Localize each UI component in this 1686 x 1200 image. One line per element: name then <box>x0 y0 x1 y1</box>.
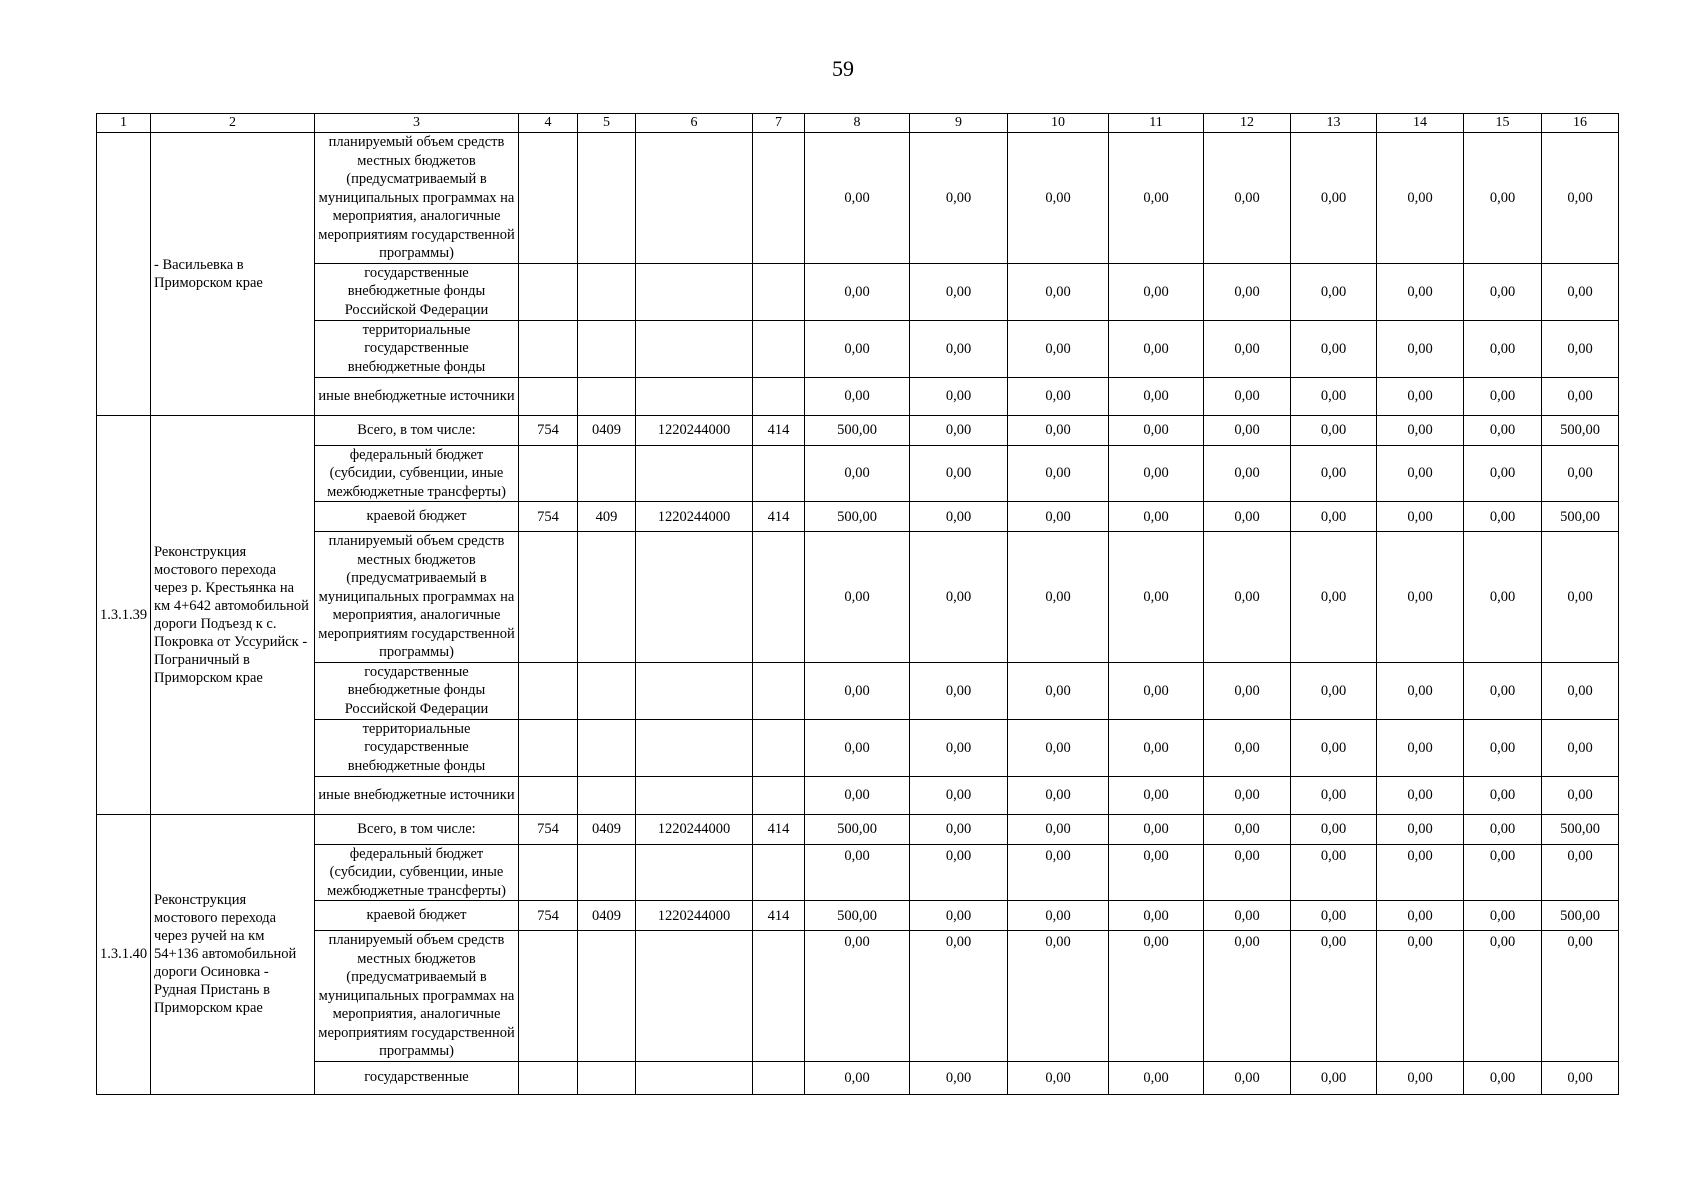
amount-cell: 0,00 <box>805 931 910 1062</box>
amount-cell: 0,00 <box>910 263 1008 320</box>
amount-cell: 0,00 <box>1204 901 1291 931</box>
amount-cell: 500,00 <box>1542 901 1619 931</box>
amount-cell: 0,00 <box>1377 532 1464 663</box>
budget-code-cell <box>578 719 636 776</box>
amount-cell: 0,00 <box>1008 719 1109 776</box>
table-row <box>97 776 1619 814</box>
amount-cell: 0,00 <box>1377 377 1464 415</box>
budget-code-cell <box>519 776 578 814</box>
table-row <box>97 415 1619 445</box>
amount-cell: 0,00 <box>910 502 1008 532</box>
budget-code-cell <box>519 377 578 415</box>
amount-cell: 0,00 <box>1291 844 1377 901</box>
amount-cell: 0,00 <box>1291 532 1377 663</box>
amount-cell: 0,00 <box>1291 931 1377 1062</box>
amount-cell: 0,00 <box>1291 1061 1377 1094</box>
budget-code-cell: 0409 <box>578 814 636 844</box>
budget-code-cell <box>753 445 805 502</box>
amount-cell: 0,00 <box>1008 320 1109 377</box>
budget-code-cell: 0409 <box>578 901 636 931</box>
amount-cell: 0,00 <box>805 377 910 415</box>
amount-cell: 0,00 <box>1377 719 1464 776</box>
budget-code-cell <box>578 532 636 663</box>
amount-cell: 0,00 <box>1464 719 1542 776</box>
amount-cell: 0,00 <box>1008 662 1109 719</box>
amount-cell: 0,00 <box>1464 814 1542 844</box>
budget-code-cell <box>636 445 753 502</box>
table-row <box>97 320 1619 377</box>
budget-code-cell <box>578 263 636 320</box>
amount-cell: 0,00 <box>1204 263 1291 320</box>
funding-source: иные внебюджетные источники <box>315 776 519 814</box>
amount-cell: 0,00 <box>910 901 1008 931</box>
amount-cell: 0,00 <box>1008 415 1109 445</box>
amount-cell: 0,00 <box>1377 901 1464 931</box>
amount-cell: 0,00 <box>1464 844 1542 901</box>
amount-cell: 0,00 <box>910 719 1008 776</box>
budget-code-cell: 1220244000 <box>636 901 753 931</box>
budget-code-cell <box>753 532 805 663</box>
amount-cell: 0,00 <box>805 320 910 377</box>
amount-cell: 0,00 <box>1109 931 1204 1062</box>
table-row <box>97 532 1619 663</box>
budget-code-cell: 414 <box>753 415 805 445</box>
funding-source: государственные внебюджетные фонды Российской Федерации <box>315 263 519 320</box>
amount-cell: 0,00 <box>1291 814 1377 844</box>
amount-cell: 0,00 <box>1464 662 1542 719</box>
amount-cell: 0,00 <box>1291 502 1377 532</box>
column-number-header: 16 <box>1542 114 1619 133</box>
budget-code-cell <box>636 532 753 663</box>
amount-cell: 0,00 <box>1377 445 1464 502</box>
funding-source: Всего, в том числе: <box>315 814 519 844</box>
budget-code-cell <box>753 377 805 415</box>
amount-cell: 0,00 <box>1377 133 1464 264</box>
amount-cell: 0,00 <box>1377 814 1464 844</box>
amount-cell: 0,00 <box>1377 502 1464 532</box>
amount-cell: 0,00 <box>1109 415 1204 445</box>
amount-cell: 0,00 <box>1008 844 1109 901</box>
amount-cell: 0,00 <box>805 844 910 901</box>
item-number <box>97 133 151 416</box>
table-row <box>97 502 1619 532</box>
amount-cell: 0,00 <box>1542 445 1619 502</box>
amount-cell: 0,00 <box>1204 719 1291 776</box>
budget-code-cell <box>753 719 805 776</box>
budget-code-cell <box>753 263 805 320</box>
budget-code-cell <box>636 320 753 377</box>
amount-cell: 0,00 <box>1109 844 1204 901</box>
amount-cell: 0,00 <box>805 662 910 719</box>
amount-cell: 0,00 <box>1291 415 1377 445</box>
budget-code-cell <box>636 719 753 776</box>
amount-cell: 0,00 <box>1008 901 1109 931</box>
amount-cell: 0,00 <box>910 133 1008 264</box>
column-number-header: 7 <box>753 114 805 133</box>
budget-code-cell: 409 <box>578 502 636 532</box>
amount-cell: 0,00 <box>1008 1061 1109 1094</box>
amount-cell: 0,00 <box>1291 662 1377 719</box>
amount-cell: 500,00 <box>1542 814 1619 844</box>
amount-cell: 0,00 <box>1008 776 1109 814</box>
amount-cell: 500,00 <box>1542 415 1619 445</box>
table-row <box>97 445 1619 502</box>
amount-cell: 0,00 <box>1109 502 1204 532</box>
table-row <box>97 377 1619 415</box>
amount-cell: 0,00 <box>1204 502 1291 532</box>
funding-source: планируемый объем средств местных бюджетов (предусматриваемый в муниципальных программах на мероприятия, аналогичные мероприятиям государственной программы) <box>315 931 519 1062</box>
budget-code-cell <box>519 662 578 719</box>
column-number-header: 6 <box>636 114 753 133</box>
amount-cell: 0,00 <box>1109 901 1204 931</box>
amount-cell: 0,00 <box>1377 844 1464 901</box>
amount-cell: 0,00 <box>1377 263 1464 320</box>
funding-source: федеральный бюджет (субсидии, субвенции, иные межбюджетные трансферты) <box>315 445 519 502</box>
amount-cell: 500,00 <box>805 814 910 844</box>
item-name: Реконструкция мостового перехода через ручей на км 54+136 автомобильной дороги Осиновка - Рудная Пристань в Приморском крае <box>151 814 315 1094</box>
funding-source: территориальные государственные внебюджетные фонды <box>315 320 519 377</box>
budget-code-cell <box>578 844 636 901</box>
amount-cell: 0,00 <box>910 377 1008 415</box>
funding-source: государственные внебюджетные фонды Российской Федерации <box>315 662 519 719</box>
amount-cell: 0,00 <box>1377 776 1464 814</box>
amount-cell: 0,00 <box>910 814 1008 844</box>
amount-cell: 0,00 <box>1109 776 1204 814</box>
budget-code-cell <box>636 931 753 1062</box>
amount-cell: 0,00 <box>1204 377 1291 415</box>
amount-cell: 0,00 <box>1464 415 1542 445</box>
budget-code-cell <box>578 931 636 1062</box>
amount-cell: 0,00 <box>1008 133 1109 264</box>
budget-code-cell: 1220244000 <box>636 415 753 445</box>
amount-cell: 0,00 <box>1204 931 1291 1062</box>
amount-cell: 0,00 <box>1377 662 1464 719</box>
amount-cell: 0,00 <box>1008 502 1109 532</box>
amount-cell: 0,00 <box>1204 776 1291 814</box>
budget-code-cell <box>636 263 753 320</box>
funding-source: краевой бюджет <box>315 901 519 931</box>
table-row <box>97 931 1619 1062</box>
page-number: 59 <box>832 56 854 81</box>
amount-cell: 0,00 <box>910 662 1008 719</box>
amount-cell: 0,00 <box>1542 776 1619 814</box>
amount-cell: 0,00 <box>1464 502 1542 532</box>
item-number: 1.3.1.39 <box>97 415 151 814</box>
budget-code-cell: 1220244000 <box>636 814 753 844</box>
amount-cell: 0,00 <box>1464 1061 1542 1094</box>
funding-source: краевой бюджет <box>315 502 519 532</box>
amount-cell: 0,00 <box>1542 532 1619 663</box>
table-row <box>97 814 1619 844</box>
item-number: 1.3.1.40 <box>97 814 151 1094</box>
amount-cell: 0,00 <box>1008 445 1109 502</box>
budget-code-cell: 754 <box>519 901 578 931</box>
amount-cell: 0,00 <box>805 719 910 776</box>
budget-code-cell <box>753 320 805 377</box>
column-number-header: 12 <box>1204 114 1291 133</box>
amount-cell: 0,00 <box>1464 263 1542 320</box>
amount-cell: 0,00 <box>910 320 1008 377</box>
amount-cell: 0,00 <box>1542 844 1619 901</box>
column-number-header: 5 <box>578 114 636 133</box>
budget-code-cell <box>578 776 636 814</box>
amount-cell: 0,00 <box>1464 776 1542 814</box>
funding-source: территориальные государственные внебюджетные фонды <box>315 719 519 776</box>
budget-code-cell <box>753 776 805 814</box>
amount-cell: 0,00 <box>1291 901 1377 931</box>
budget-code-cell <box>519 931 578 1062</box>
budget-code-cell <box>636 662 753 719</box>
budget-code-cell <box>578 377 636 415</box>
amount-cell: 0,00 <box>1542 719 1619 776</box>
budget-code-cell <box>519 844 578 901</box>
budget-code-cell <box>578 133 636 264</box>
amount-cell: 0,00 <box>1464 133 1542 264</box>
budget-code-cell: 1220244000 <box>636 502 753 532</box>
budget-code-cell <box>519 1061 578 1094</box>
budget-code-cell <box>753 133 805 264</box>
amount-cell: 0,00 <box>910 415 1008 445</box>
amount-cell: 0,00 <box>805 776 910 814</box>
amount-cell: 0,00 <box>1464 532 1542 663</box>
budget-code-cell <box>519 719 578 776</box>
budget-code-cell: 754 <box>519 415 578 445</box>
amount-cell: 0,00 <box>1204 1061 1291 1094</box>
amount-cell: 0,00 <box>910 931 1008 1062</box>
amount-cell: 0,00 <box>1464 931 1542 1062</box>
amount-cell: 0,00 <box>1109 377 1204 415</box>
budget-code-cell <box>578 662 636 719</box>
table-row <box>97 1061 1619 1094</box>
budget-code-cell <box>578 445 636 502</box>
budget-code-cell <box>519 445 578 502</box>
column-number-header: 11 <box>1109 114 1204 133</box>
column-number-header: 13 <box>1291 114 1377 133</box>
table-row <box>97 719 1619 776</box>
funding-source: планируемый объем средств местных бюджетов (предусматриваемый в муниципальных программах на мероприятия, аналогичные мероприятиям государственной программы) <box>315 133 519 264</box>
amount-cell: 0,00 <box>1109 532 1204 663</box>
amount-cell: 0,00 <box>1464 445 1542 502</box>
amount-cell: 0,00 <box>1377 415 1464 445</box>
column-number-header: 15 <box>1464 114 1542 133</box>
budget-code-cell <box>519 532 578 663</box>
amount-cell: 0,00 <box>1109 320 1204 377</box>
amount-cell: 0,00 <box>1291 263 1377 320</box>
budget-code-cell <box>753 662 805 719</box>
amount-cell: 0,00 <box>1008 377 1109 415</box>
amount-cell: 500,00 <box>805 502 910 532</box>
amount-cell: 0,00 <box>1542 931 1619 1062</box>
column-number-header: 8 <box>805 114 910 133</box>
amount-cell: 0,00 <box>1291 133 1377 264</box>
budget-code-cell <box>578 1061 636 1094</box>
amount-cell: 0,00 <box>1204 844 1291 901</box>
column-number-header: 14 <box>1377 114 1464 133</box>
amount-cell: 0,00 <box>1204 133 1291 264</box>
amount-cell: 0,00 <box>1542 377 1619 415</box>
amount-cell: 0,00 <box>805 532 910 663</box>
amount-cell: 0,00 <box>805 1061 910 1094</box>
amount-cell: 0,00 <box>1204 532 1291 663</box>
table-row <box>97 263 1619 320</box>
budget-code-cell: 754 <box>519 814 578 844</box>
column-number-header-row <box>97 114 1619 133</box>
amount-cell: 0,00 <box>1542 263 1619 320</box>
amount-cell: 0,00 <box>805 263 910 320</box>
amount-cell: 0,00 <box>1377 320 1464 377</box>
amount-cell: 0,00 <box>1008 931 1109 1062</box>
item-name: - Васильевка в Приморском крае <box>151 133 315 416</box>
budget-table <box>96 113 1619 1095</box>
item-name: Реконструкция мостового перехода через р. Крестьянка на км 4+642 автомобильной дороги Подъезд к с. Покровка от Уссурийск - Пограничный в Приморском крае <box>151 415 315 814</box>
amount-cell: 500,00 <box>805 901 910 931</box>
budget-code-cell: 414 <box>753 814 805 844</box>
budget-code-cell <box>636 377 753 415</box>
amount-cell: 0,00 <box>1291 445 1377 502</box>
amount-cell: 0,00 <box>1291 719 1377 776</box>
funding-source: иные внебюджетные источники <box>315 377 519 415</box>
budget-code-cell <box>519 320 578 377</box>
amount-cell: 0,00 <box>1109 445 1204 502</box>
amount-cell: 0,00 <box>910 844 1008 901</box>
budget-code-cell <box>753 844 805 901</box>
table-row <box>97 901 1619 931</box>
budget-code-cell <box>519 133 578 264</box>
budget-code-cell <box>636 776 753 814</box>
amount-cell: 0,00 <box>1109 263 1204 320</box>
column-number-header: 3 <box>315 114 519 133</box>
amount-cell: 0,00 <box>1464 320 1542 377</box>
amount-cell: 0,00 <box>1008 263 1109 320</box>
amount-cell: 0,00 <box>1204 415 1291 445</box>
column-number-header: 1 <box>97 114 151 133</box>
table-row <box>97 662 1619 719</box>
budget-code-cell <box>753 931 805 1062</box>
amount-cell: 0,00 <box>1204 445 1291 502</box>
budget-code-cell: 414 <box>753 502 805 532</box>
budget-code-cell: 414 <box>753 901 805 931</box>
amount-cell: 0,00 <box>910 445 1008 502</box>
funding-source: федеральный бюджет (субсидии, субвенции, иные межбюджетные трансферты) <box>315 844 519 901</box>
amount-cell: 0,00 <box>1377 1061 1464 1094</box>
funding-source: государственные <box>315 1061 519 1094</box>
table-row <box>97 844 1619 901</box>
amount-cell: 0,00 <box>805 445 910 502</box>
budget-code-cell: 754 <box>519 502 578 532</box>
amount-cell: 0,00 <box>1204 814 1291 844</box>
amount-cell: 0,00 <box>1109 133 1204 264</box>
amount-cell: 0,00 <box>1109 719 1204 776</box>
amount-cell: 0,00 <box>910 532 1008 663</box>
column-number-header: 9 <box>910 114 1008 133</box>
amount-cell: 0,00 <box>1109 662 1204 719</box>
amount-cell: 0,00 <box>910 776 1008 814</box>
amount-cell: 0,00 <box>1008 814 1109 844</box>
amount-cell: 0,00 <box>805 133 910 264</box>
amount-cell: 0,00 <box>1291 776 1377 814</box>
budget-code-cell <box>636 1061 753 1094</box>
budget-code-cell <box>636 133 753 264</box>
column-number-header: 2 <box>151 114 315 133</box>
amount-cell: 0,00 <box>1464 377 1542 415</box>
amount-cell: 0,00 <box>1542 662 1619 719</box>
budget-table-body <box>97 114 1619 1095</box>
amount-cell: 0,00 <box>1542 320 1619 377</box>
budget-code-cell <box>753 1061 805 1094</box>
amount-cell: 500,00 <box>1542 502 1619 532</box>
amount-cell: 500,00 <box>805 415 910 445</box>
amount-cell: 0,00 <box>1109 1061 1204 1094</box>
budget-code-cell: 0409 <box>578 415 636 445</box>
table-row <box>97 133 1619 264</box>
amount-cell: 0,00 <box>1204 662 1291 719</box>
amount-cell: 0,00 <box>910 1061 1008 1094</box>
amount-cell: 0,00 <box>1109 814 1204 844</box>
amount-cell: 0,00 <box>1008 532 1109 663</box>
amount-cell: 0,00 <box>1204 320 1291 377</box>
amount-cell: 0,00 <box>1464 901 1542 931</box>
funding-source: планируемый объем средств местных бюджетов (предусматриваемый в муниципальных программах на мероприятия, аналогичные мероприятиям государственной программы) <box>315 532 519 663</box>
column-number-header: 4 <box>519 114 578 133</box>
amount-cell: 0,00 <box>1291 377 1377 415</box>
budget-code-cell <box>519 263 578 320</box>
funding-source: Всего, в том числе: <box>315 415 519 445</box>
budget-code-cell <box>578 320 636 377</box>
amount-cell: 0,00 <box>1377 931 1464 1062</box>
amount-cell: 0,00 <box>1291 320 1377 377</box>
budget-code-cell <box>636 844 753 901</box>
column-number-header: 10 <box>1008 114 1109 133</box>
amount-cell: 0,00 <box>1542 1061 1619 1094</box>
amount-cell: 0,00 <box>1542 133 1619 264</box>
